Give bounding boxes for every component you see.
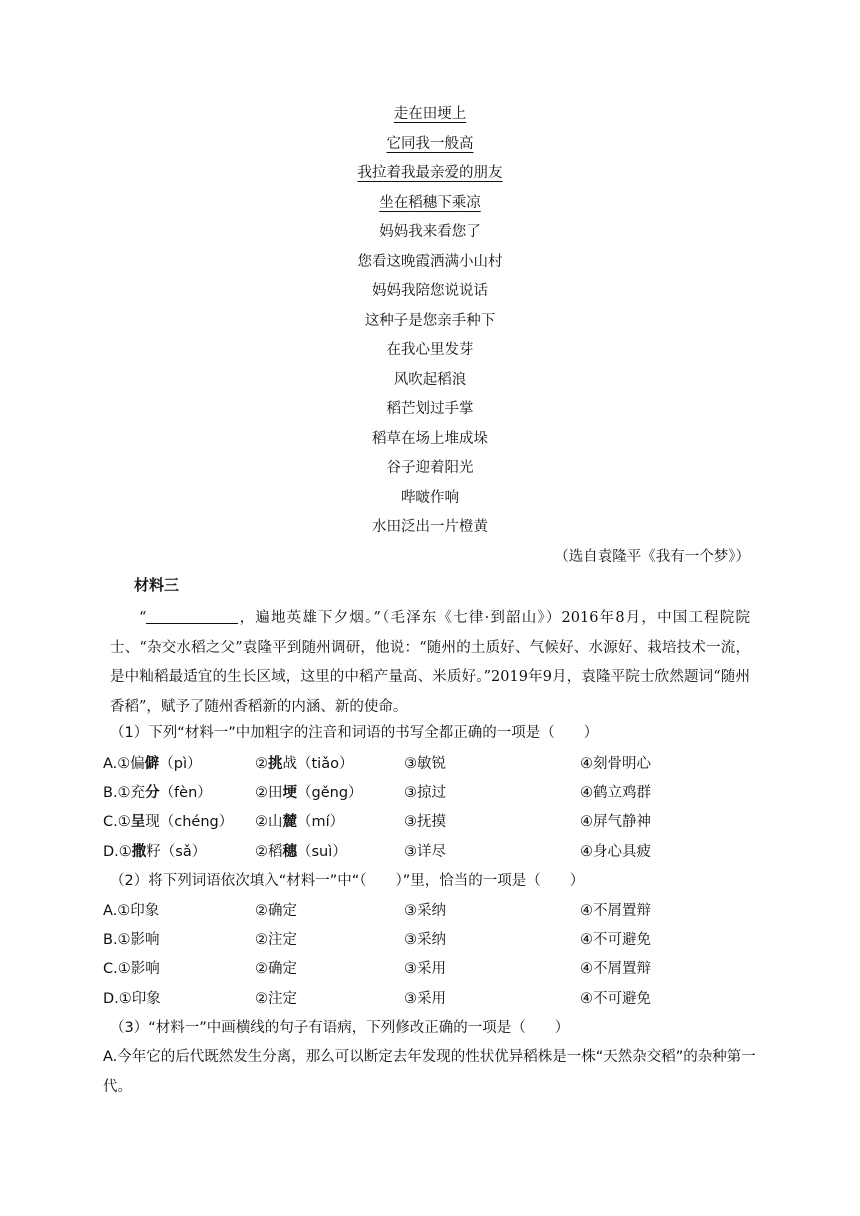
fill-blank[interactable] <box>146 607 238 624</box>
question-3-stem: （3）“材料一”中画横线的句子有语病，下列修改正确的一项是（ ） <box>110 1020 570 1036</box>
question-2-option-c[interactable]: C.①影响 ②确定 ③采用 ④不屑置辩 <box>103 961 651 977</box>
poem-line: 它同我一般高 <box>386 135 474 152</box>
poem-line: 风吹起稻浪 <box>393 371 467 388</box>
question-2-option-d[interactable]: D.①印象 ②注定 ③采用 ④不可避免 <box>103 991 651 1007</box>
poem-line: 稻芒划过手掌 <box>386 401 474 417</box>
poem-line: 走在田埂上 <box>393 106 467 122</box>
poem-line: 您看这晚霞洒满小山村 <box>357 253 503 270</box>
question-2-option-b[interactable]: B.①影响 ②注定 ③采纳 ④不可避免 <box>103 932 651 948</box>
poem-line: 在我心里发芽 <box>386 342 474 358</box>
material3-heading: 材料三 <box>134 576 180 594</box>
poem-line: 这种子是您亲手种下 <box>364 312 496 329</box>
poem-line: 水田泛出一片橙黄 <box>372 519 488 535</box>
material3-paragraph: “ ，遍地英雄下夕烟。”（毛泽东《七律·到韶山》）2016年8月，中国工程院院士、“杂交水稻之父”袁隆平到随州调研，他说：“随州的土质好、气候好、水源好、栽培技术一流，是中籼稻最适宜的生长区域，这里的中稻产量高、米质好。”2019年9月，袁隆平院士欣然题词“随州香稻”，赋予了随州香稻新的内涵、新的使命。 <box>110 604 750 722</box>
question-1-option-c[interactable]: C.①呈现（chéng） ②山麓（mí） ③抚摸 ④屏气静神 <box>103 814 651 830</box>
poem-line: 妈妈我来看您了 <box>379 224 481 240</box>
poem-line: 稻草在场上堆成垛 <box>372 430 488 447</box>
question-1-stem: （1）下列“材料一”中加粗字的注音和词语的书写全都正确的一项是（ ） <box>110 725 599 741</box>
question-1-option-d[interactable]: D.①撒籽（sǎ） ②稻穗（suì） ③详尽 ④身心具疲 <box>103 844 651 860</box>
question-3-option-a[interactable]: A.今年它的后代既然发生分离，那么可以断定去年发现的性状优异稻株是一株“天然杂交稻”的杂种第一代。 <box>103 1049 756 1095</box>
question-2-option-a[interactable]: A.①印象 ②确定 ③采纳 ④不屑置辩 <box>103 903 651 919</box>
poem-source: （选自袁隆平《我有一个梦》） <box>554 549 750 565</box>
question-1-option-b[interactable]: B.①充分（fèn） ②田埂（gěng） ③掠过 ④鹤立鸡群 <box>103 785 651 801</box>
question-2-stem: （2）将下列词语依次填入“材料一”中“（ ）”里，恰当的一项是（ ） <box>110 873 585 889</box>
poem-line: 妈妈我陪您说说话 <box>372 283 488 299</box>
poem-line: 我拉着我最亲爱的朋友 <box>357 165 503 181</box>
poem <box>0 100 860 543</box>
poem-line: 哔啵作响 <box>401 489 459 506</box>
question-1-option-a[interactable]: A.①偏僻（pì） ②挑战（tiǎo） ③敏锐 ④刻骨明心 <box>103 756 651 772</box>
poem-line: 坐在稻穗下乘凉 <box>379 194 481 211</box>
poem-line: 谷子迎着阳光 <box>386 460 474 476</box>
